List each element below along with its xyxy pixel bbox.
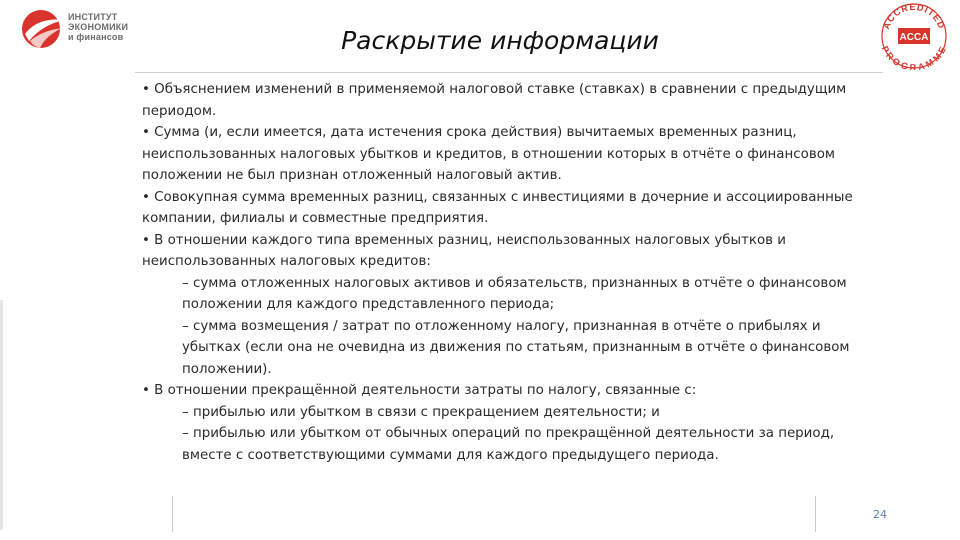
- logo-line-1: ИНСТИТУТ: [68, 12, 118, 22]
- bullet-item: • Сумма (и, если имеется, дата истечения срока действия) вычитаемых временных разниц, неиспользованных налоговых убытков и кредитов, в отношении которых в отчёте о финансовом положении не был признан отложенный налоговый актив.: [142, 125, 836, 183]
- bullet-item: • В отношении прекращённой деятельности затраты по налогу, связанные с:: [142, 383, 697, 398]
- bullet-item: • Совокупная сумма временных разниц, связанных с инвестициями в дочерние и ассоциированные компании, филиалы и совместные предприятия.: [142, 189, 853, 226]
- badge-bottom-text: PROGRAMME: [880, 44, 948, 70]
- badge-center-text: ACCA: [899, 32, 929, 43]
- sub-item: – сумма возмещения / затрат по отложенному налогу, признанная в отчёте о прибылях и убытках (если она не очевидна из движения по статьям, признанным в отчёте о финансовом положении).: [182, 318, 850, 377]
- sub-item: – прибылью или убытком в связи с прекращением деятельности; и: [182, 404, 660, 420]
- sub-item: – сумма отложенных налоговых активов и обязательств, признанных в отчёте о финансовом положении для каждого представленного периода;: [182, 275, 847, 312]
- sub-item: – прибылью или убытком от обычных операций по прекращённой деятельности за период, вместе с соответствующими суммами для каждого предыдущего периода.: [182, 426, 835, 463]
- badge-top-text: ACCREDITED: [881, 2, 947, 31]
- slide-edge: [0, 300, 3, 530]
- bullet-item: • В отношении каждого типа временных разниц, неиспользованных налоговых убытков и неиспользованных налоговых кредитов:: [142, 232, 787, 269]
- logo-line-2: ЭКОНОМИКИ: [68, 22, 129, 32]
- page-number: 24: [873, 508, 887, 521]
- bullet-item: • Объяснением изменений в применяемой налоговой ставке (ставках) в сравнении с предыдущим периодом.: [142, 82, 847, 119]
- title-divider: [135, 72, 883, 73]
- slide-content: [142, 79, 882, 466]
- footer-divider-right: [815, 496, 816, 532]
- footer-divider-left: [172, 496, 173, 532]
- logo-line-3: и финансов: [68, 32, 124, 42]
- slide-title: Раскрытие информации: [341, 26, 659, 55]
